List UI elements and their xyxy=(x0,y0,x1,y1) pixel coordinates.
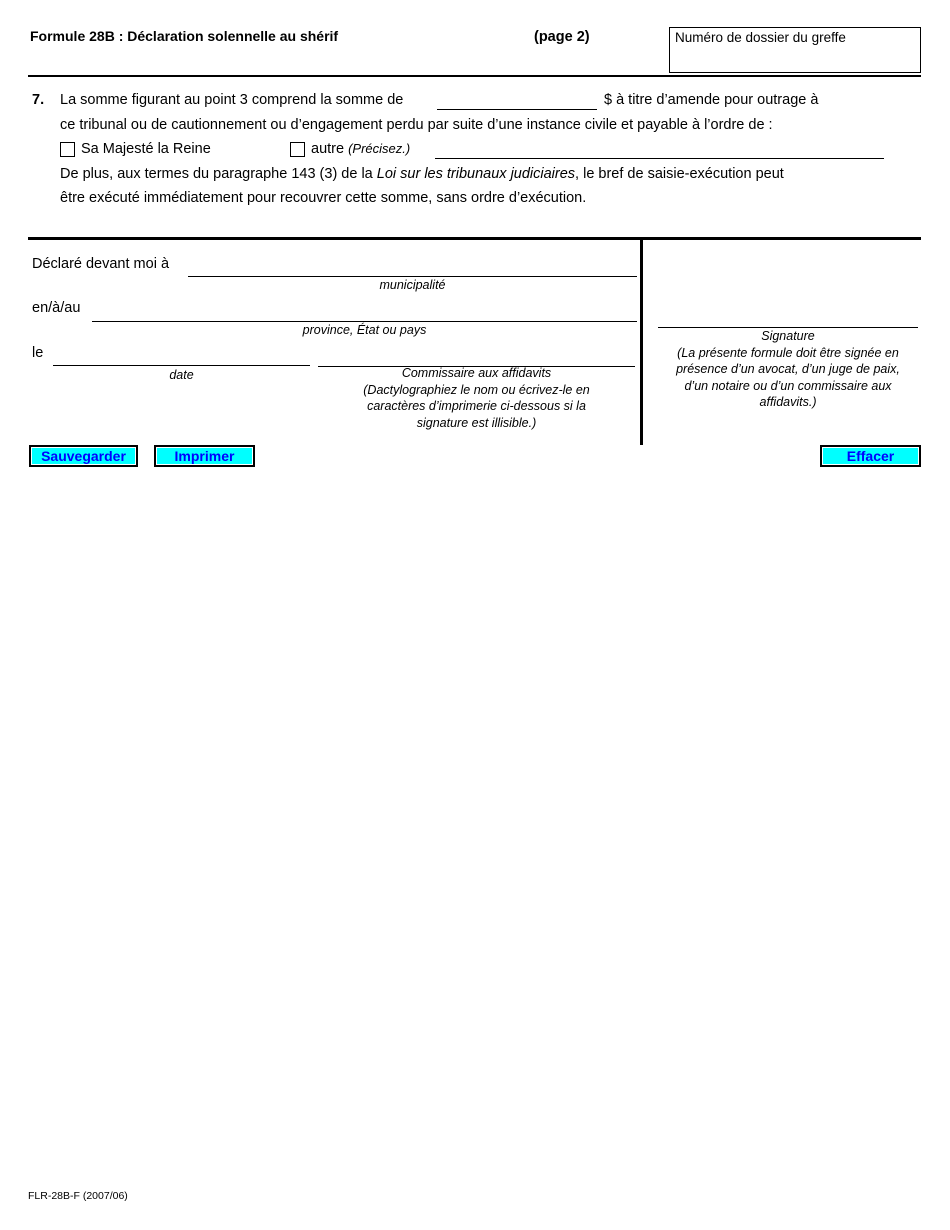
clear-button[interactable]: Effacer xyxy=(820,445,921,467)
print-button[interactable]: Imprimer xyxy=(154,445,255,467)
law-title: Loi sur les tribunaux judiciaires xyxy=(376,166,576,182)
item7-text-after-amount: $ à titre d’amende pour outrage à xyxy=(604,92,819,108)
date-field[interactable] xyxy=(53,365,310,366)
signature-caption-block xyxy=(658,328,918,411)
queen-option-label: Sa Majesté la Reine xyxy=(81,141,211,157)
header-divider xyxy=(28,75,921,77)
commissioner-caption-block xyxy=(340,365,613,431)
law-text-before: De plus, aux termes du paragraphe 143 (3) de la xyxy=(60,166,373,182)
save-button[interactable]: Sauvegarder xyxy=(29,445,138,467)
date-caption: date xyxy=(169,368,194,382)
commissioner-note: (Dactylographiez le nom ou écrivez-le en caractères d’imprimerie ci-dessous si la signature est illisible.) xyxy=(363,382,590,430)
item7-payable-text: ce tribunal ou de cautionnement ou d’engagement perdu par suite d’une instance civile et payable à l’ordre de : xyxy=(60,117,773,133)
specify-hint: (Précisez.) xyxy=(348,141,411,156)
other-label: autre xyxy=(311,141,345,157)
signature-caption: Signature xyxy=(761,329,815,343)
en-a-au-label: en/à/au xyxy=(32,300,81,316)
section-divider xyxy=(28,237,921,240)
other-checkbox[interactable] xyxy=(290,142,305,157)
signature-note: (La présente formule doit être signée en présence d’un avocat, d’un juge de paix, d’un notaire ou d’un commissaire aux affidavits.) xyxy=(676,345,900,409)
le-label: le xyxy=(32,345,44,361)
vertical-divider xyxy=(640,239,643,445)
declared-before-label: Déclaré devant moi à xyxy=(32,256,170,272)
item7-execution-text: être exécuté immédiatement pour recouvrer cette somme, sans ordre d’exécution. xyxy=(60,190,587,206)
law-text-after: , le bref de saisie-exécution peut xyxy=(575,166,784,182)
queen-checkbox[interactable] xyxy=(60,142,75,157)
court-file-number-box[interactable] xyxy=(669,27,921,73)
item7-text-before-amount: La somme figurant au point 3 comprend la somme de xyxy=(60,92,404,108)
court-file-number-label: Numéro de dossier du greffe xyxy=(675,30,846,45)
amount-field[interactable] xyxy=(437,109,597,110)
page-label: (page 2) xyxy=(534,29,590,45)
other-specify-field[interactable] xyxy=(435,158,884,159)
municipality-caption: municipalité xyxy=(379,278,446,292)
item7-law-text xyxy=(60,162,784,186)
other-option-label xyxy=(311,137,410,161)
form-code: FLR-28B-F (2007/06) xyxy=(28,1190,128,1202)
form-title: Formule 28B : Déclaration solennelle au shérif xyxy=(30,28,339,44)
item-number: 7. xyxy=(32,92,45,108)
commissioner-caption: Commissaire aux affidavits xyxy=(401,366,552,380)
province-caption: province, État ou pays xyxy=(302,323,427,337)
